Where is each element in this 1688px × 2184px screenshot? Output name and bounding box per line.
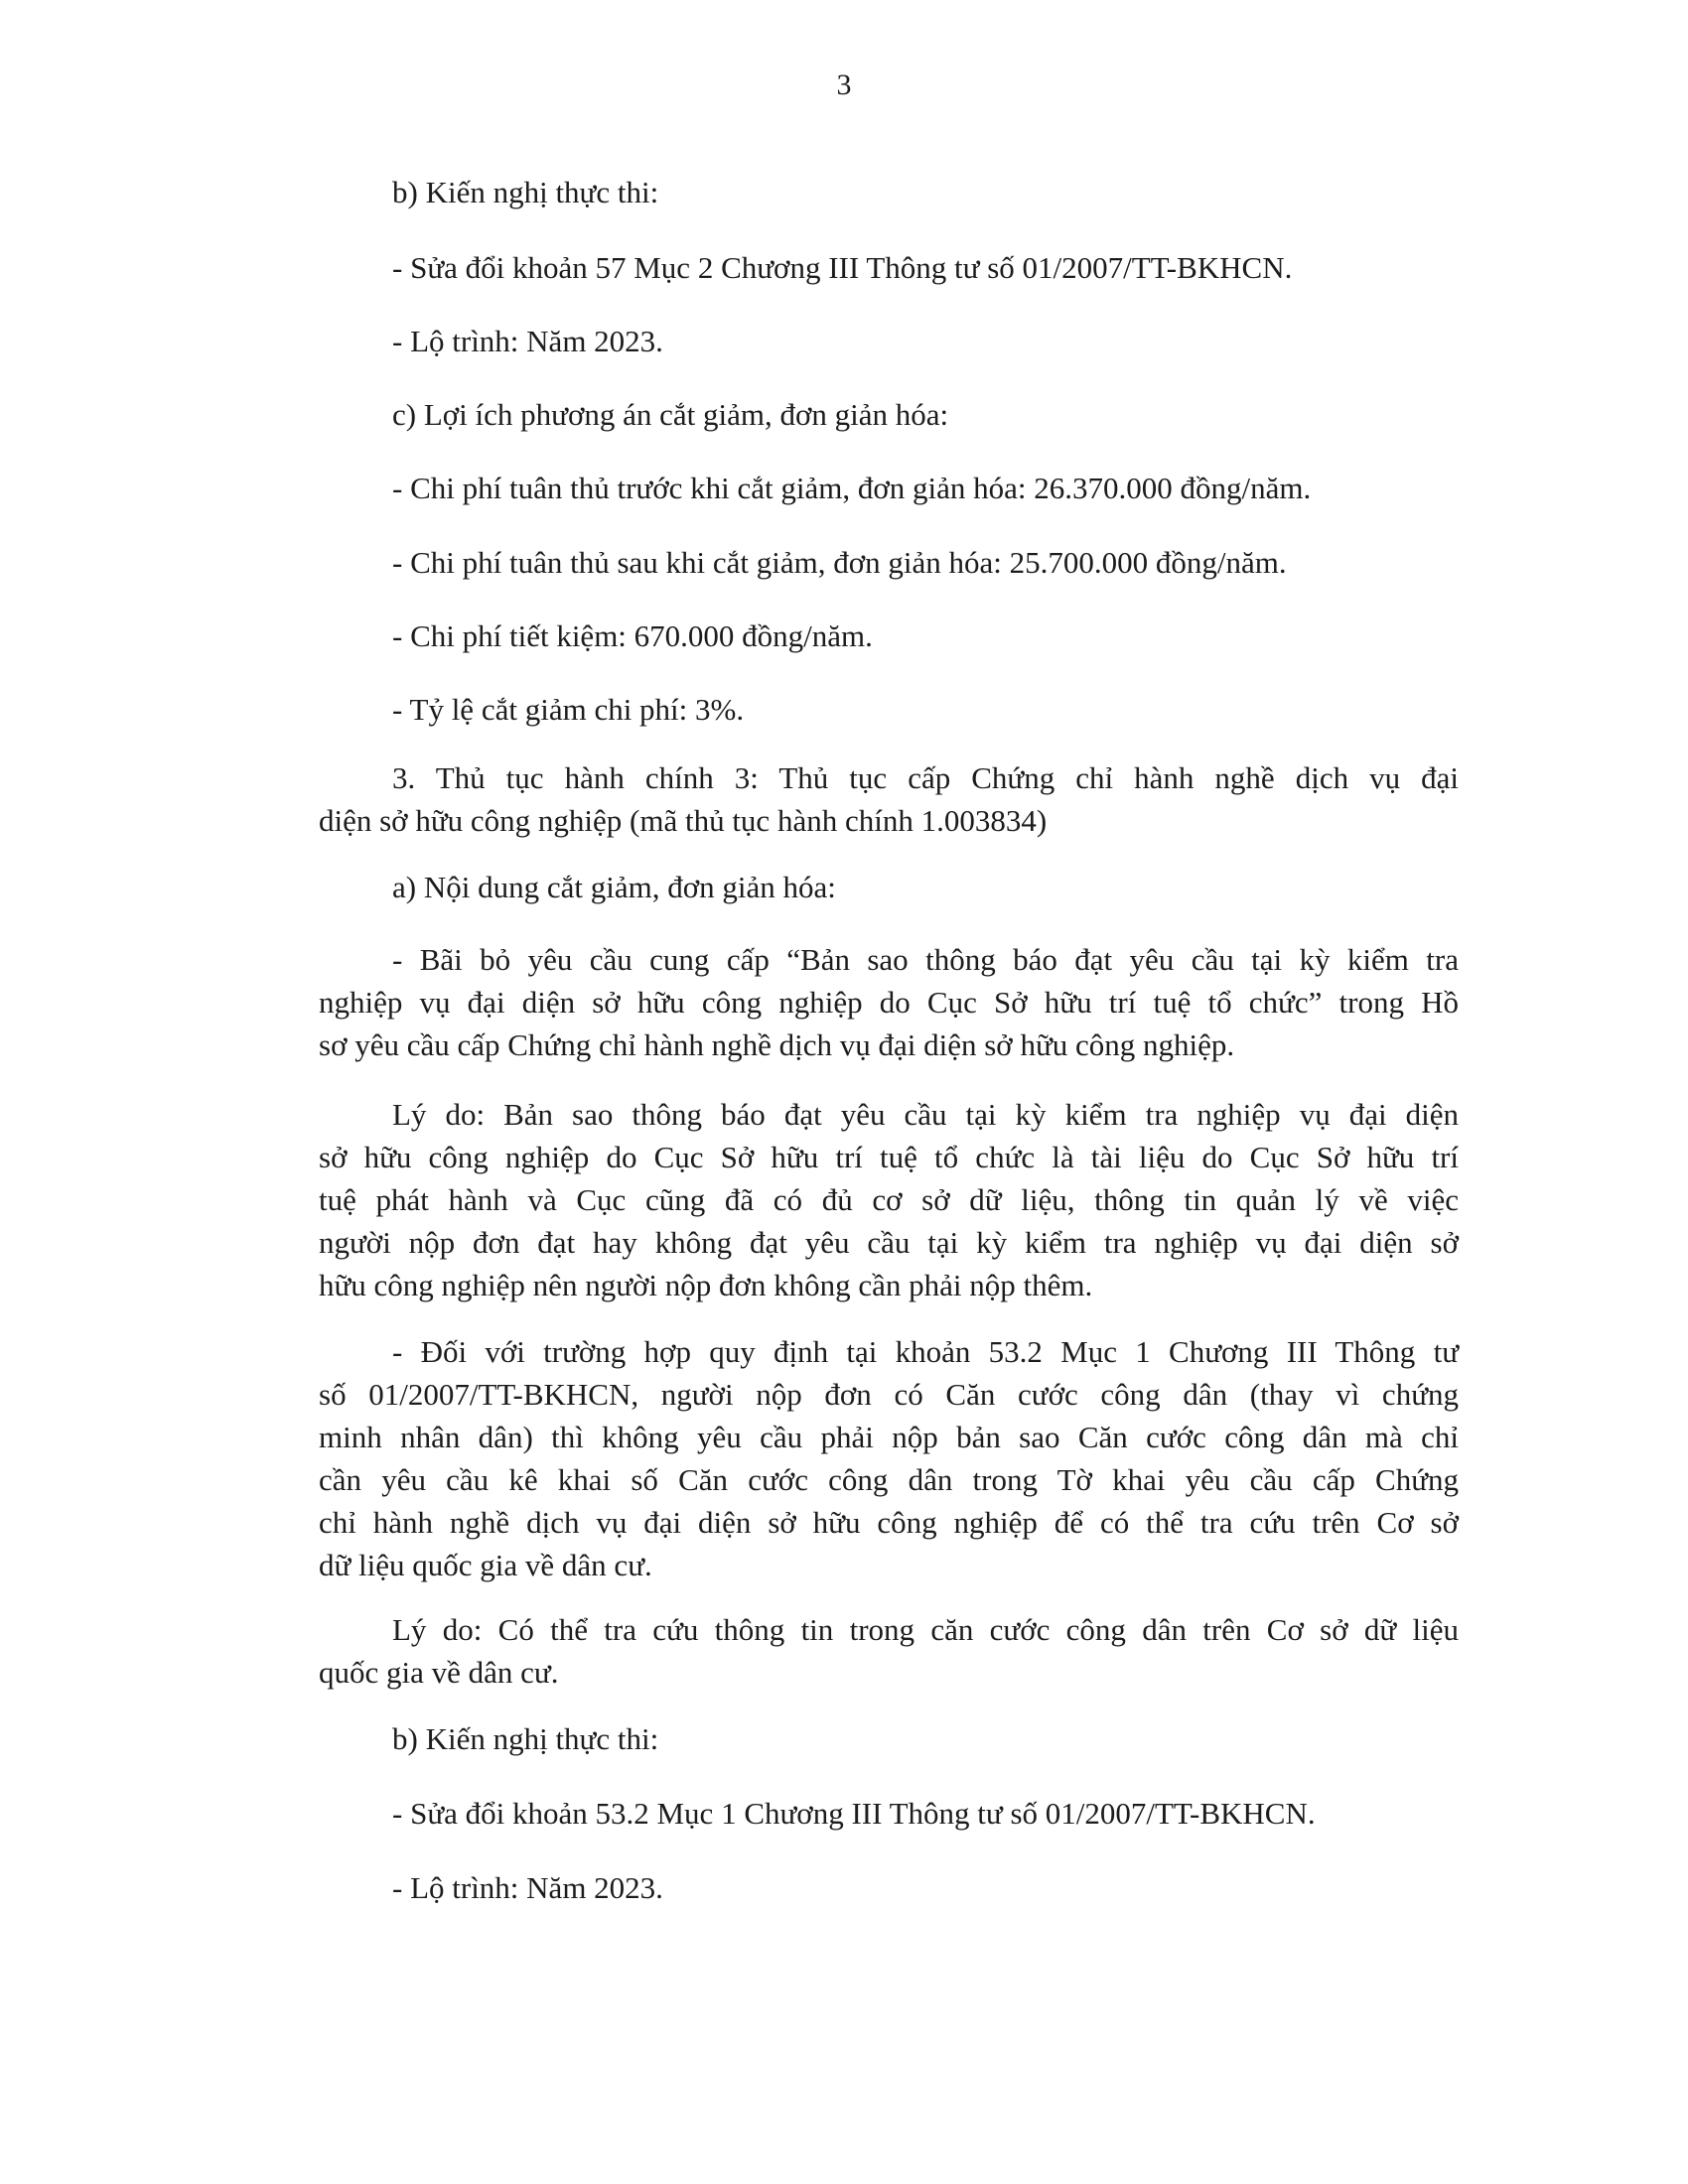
amend-clause-57-text: - Sửa đổi khoản 57 Mục 2 Chương III Thông tư số 01/2007/TT-BKHCN. [392,250,1293,285]
procedure-3-title-line-2: diện sở hữu công nghiệp (mã thủ tục hành chính 1.003834) [319,803,1048,838]
heading-benefits-text: c) Lợi ích phương án cắt giảm, đơn giản hóa: [392,397,949,432]
heading-recommendation-2 [319,1717,1459,1760]
heading-recommendation [319,171,1459,213]
cost-saving-text: - Chi phí tiết kiệm: 670.000 đồng/năm. [392,618,873,653]
cost-after-text: - Chi phí tuân thủ sau khi cắt giảm, đơn giản hóa: 25.700.000 đồng/năm. [392,545,1287,580]
reason-2-line-1: Lý do: Có thể tra cứu thông tin trong căn cước công dân trên Cơ sở dữ liệu [392,1612,1459,1647]
roadmap-1-text: - Lộ trình: Năm 2023. [392,324,663,358]
heading-recommendation-2-text: b) Kiến nghị thực thi: [392,1721,659,1756]
reason-1-line-2: sở hữu công nghiệp do Cục Sở hữu trí tuệ tổ chức là tài liệu do Cục Sở hữu trí [319,1140,1459,1174]
citizen-id-case [319,1330,1459,1586]
reason-1 [319,1093,1459,1306]
cost-reduction-rate-text: - Tỷ lệ cắt giảm chi phí: 3%. [392,692,745,727]
cost-saving [319,614,1459,657]
heading-recommendation-text: b) Kiến nghị thực thi: [392,175,659,209]
reason-1-line-4: người nộp đơn đạt hay không đạt yêu cầu tại kỳ kiểm tra nghiệp vụ đại diện sở [319,1225,1459,1260]
roadmap-1 [319,320,1459,362]
citizen-id-case-line-6: dữ liệu quốc gia về dân cư. [319,1548,652,1582]
cost-after [319,541,1459,584]
reason-2 [319,1608,1459,1694]
reason-2-line-2: quốc gia về dân cư. [319,1655,559,1690]
procedure-3-title-line-1: 3. Thủ tục hành chính 3: Thủ tục cấp Chứng chỉ hành nghề dịch vụ đại [392,760,1459,795]
heading-content [319,866,1459,908]
reason-1-line-1: Lý do: Bản sao thông báo đạt yêu cầu tại kỳ kiểm tra nghiệp vụ đại diện [392,1097,1459,1132]
cost-reduction-rate [319,688,1459,731]
abolish-requirement-line-3: sơ yêu cầu cấp Chứng chỉ hành nghề dịch vụ đại diện sở hữu công nghiệp. [319,1027,1235,1062]
roadmap-2-text: - Lộ trình: Năm 2023. [392,1870,663,1905]
heading-content-text: a) Nội dung cắt giảm, đơn giản hóa: [392,870,836,904]
citizen-id-case-line-1: - Đối với trường hợp quy định tại khoản 53.2 Mục 1 Chương III Thông tư [392,1334,1459,1369]
roadmap-2 [319,1866,1459,1909]
citizen-id-case-line-4: cần yêu cầu kê khai số Căn cước công dân trong Tờ khai yêu cầu cấp Chứng [319,1462,1459,1497]
amend-clause-53-2 [319,1792,1459,1835]
cost-before-text: - Chi phí tuân thủ trước khi cắt giảm, đơn giản hóa: 26.370.000 đồng/năm. [392,471,1312,505]
procedure-3-title [319,756,1459,842]
abolish-requirement [319,938,1459,1066]
citizen-id-case-line-3: minh nhân dân) thì không yêu cầu phải nộp bản sao Căn cước công dân mà chỉ [319,1420,1459,1454]
abolish-requirement-line-1: - Bãi bỏ yêu cầu cung cấp “Bản sao thông báo đạt yêu cầu tại kỳ kiểm tra [392,942,1459,977]
reason-1-line-3: tuệ phát hành và Cục cũng đã có đủ cơ sở dữ liệu, thông tin quản lý về việc [319,1182,1459,1217]
heading-benefits [319,393,1459,436]
citizen-id-case-line-2: số 01/2007/TT-BKHCN, người nộp đơn có Căn cước công dân (thay vì chứng [319,1377,1459,1412]
citizen-id-case-line-5: chỉ hành nghề dịch vụ đại diện sở hữu công nghiệp để có thể tra cứu trên Cơ sở [319,1505,1459,1540]
abolish-requirement-line-2: nghiệp vụ đại diện sở hữu công nghiệp do Cục Sở hữu trí tuệ tổ chức” trong Hồ [319,985,1459,1020]
reason-1-line-5: hữu công nghiệp nên người nộp đơn không cần phải nộp thêm. [319,1268,1093,1302]
amend-clause-53-2-text: - Sửa đổi khoản 53.2 Mục 1 Chương III Thông tư số 01/2007/TT-BKHCN. [392,1796,1316,1831]
amend-clause-57 [319,246,1459,289]
cost-before [319,467,1459,509]
page-number: 3 [836,68,852,101]
